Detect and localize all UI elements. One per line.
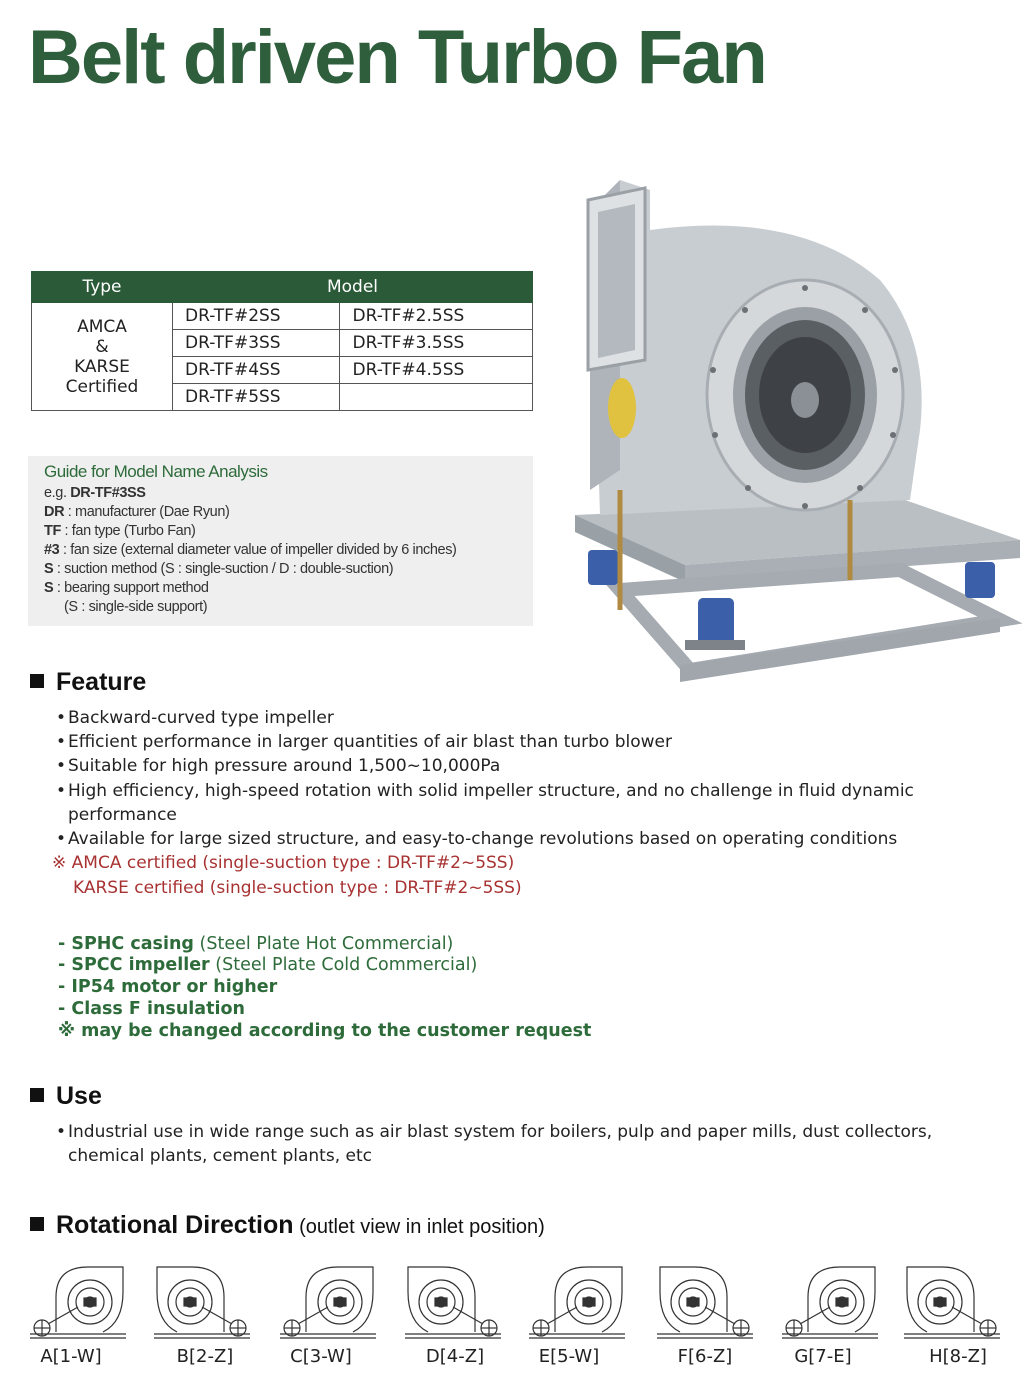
type-header: Type [32,272,173,303]
guide-line: TF : fan type (Turbo Fan) [44,523,196,539]
feature-item-continued: performance [68,805,177,825]
rotation-label: F[6-Z] [677,1346,733,1367]
model-cell: DR-TF#2.5SS [340,303,533,330]
rotation-diagram-icon [28,1262,128,1344]
feature-item: • Efficient performance in larger quantities of air blast than turbo blower [56,732,672,752]
spec-line: - IP54 motor or higher [58,977,278,997]
rotation-heading: Rotational Direction (outlet view in inlet position) [30,1211,545,1240]
spec-line: - SPCC impeller (Steel Plate Cold Commercial) [58,955,478,975]
rotation-diagram-icon [655,1262,755,1344]
guide-line: S : suction method (S : single-suction / D : double-suction) [44,561,394,577]
feature-item: • Backward-curved type impeller [56,708,334,728]
feature-item: • Available for large sized structure, and easy-to-change revolutions based on operating conditions [56,829,898,849]
use-heading: Use [30,1082,102,1111]
page-title: Belt driven Turbo Fan [28,15,766,100]
model-cell: DR-TF#4.5SS [340,357,533,384]
square-bullet-icon [30,1217,44,1231]
spec-line: - SPHC casing (Steel Plate Hot Commercial) [58,934,454,954]
type-cell [32,303,173,411]
rotation-label: B[2-Z] [176,1346,234,1367]
type-line: & [95,336,109,357]
rotation-label: A[1-W] [40,1346,102,1367]
rotation-label: H[8-Z] [929,1346,987,1367]
model-name-guide [28,456,533,626]
feature-item: • Suitable for high pressure around 1,500~10,000Pa [56,756,501,776]
model-table [31,271,533,411]
model-cell: DR-TF#3SS [173,330,340,357]
model-cell: DR-TF#3.5SS [340,330,533,357]
rotation-diagram-icon [780,1262,880,1344]
guide-line: (S : single-side support) [64,599,208,615]
turbo-fan-product-image [560,170,1030,700]
guide-line: e.g. DR-TF#3SS [44,485,146,501]
model-header: Model [173,272,533,303]
use-item: • Industrial use in wide range such as air blast system for boilers, pulp and paper mills, dust collectors, [56,1122,933,1142]
type-line: Certified [65,376,139,397]
type-line: KARSE [74,356,130,377]
rotation-label: E[5-W] [538,1346,600,1367]
rotation-diagram-icon [902,1262,1002,1344]
guide-line: DR : manufacturer (Dae Ryun) [44,504,230,520]
model-cell: DR-TF#5SS [173,384,340,411]
use-item-continued: chemical plants, cement plants, etc [68,1146,372,1166]
certification-note: ※ AMCA certified (single-suction type : DR-TF#2~5SS) [52,853,515,873]
spec-line: - Class F insulation [58,999,245,1019]
feature-heading: Feature [30,668,146,697]
square-bullet-icon [30,1088,44,1102]
rotation-label: D[4-Z] [425,1346,485,1367]
model-cell: DR-TF#2SS [173,303,340,330]
square-bullet-icon [30,674,44,688]
model-cell [340,384,533,411]
guide-line: S : bearing support method [44,580,209,596]
certification-note: KARSE certified (single-suction type : DR-TF#2~5SS) [73,878,522,898]
rotation-diagram-icon [278,1262,378,1344]
model-cell: DR-TF#4SS [173,357,340,384]
rotation-diagram-icon [527,1262,627,1344]
feature-item: • High efficiency, high-speed rotation with solid impeller structure, and no challenge in fluid dynamic [56,781,914,801]
spec-line: ※ may be changed according to the customer request [58,1021,592,1041]
type-line: AMCA [77,316,127,337]
rotation-label: C[3-W] [290,1346,352,1367]
guide-line: #3 : fan size (external diameter value of impeller divided by 6 inches) [44,542,457,558]
rotation-diagram-icon [152,1262,252,1344]
rotation-diagram-icon [403,1262,503,1344]
rotation-label: G[7-E] [794,1346,852,1367]
guide-title: Guide for Model Name Analysis [44,462,268,481]
